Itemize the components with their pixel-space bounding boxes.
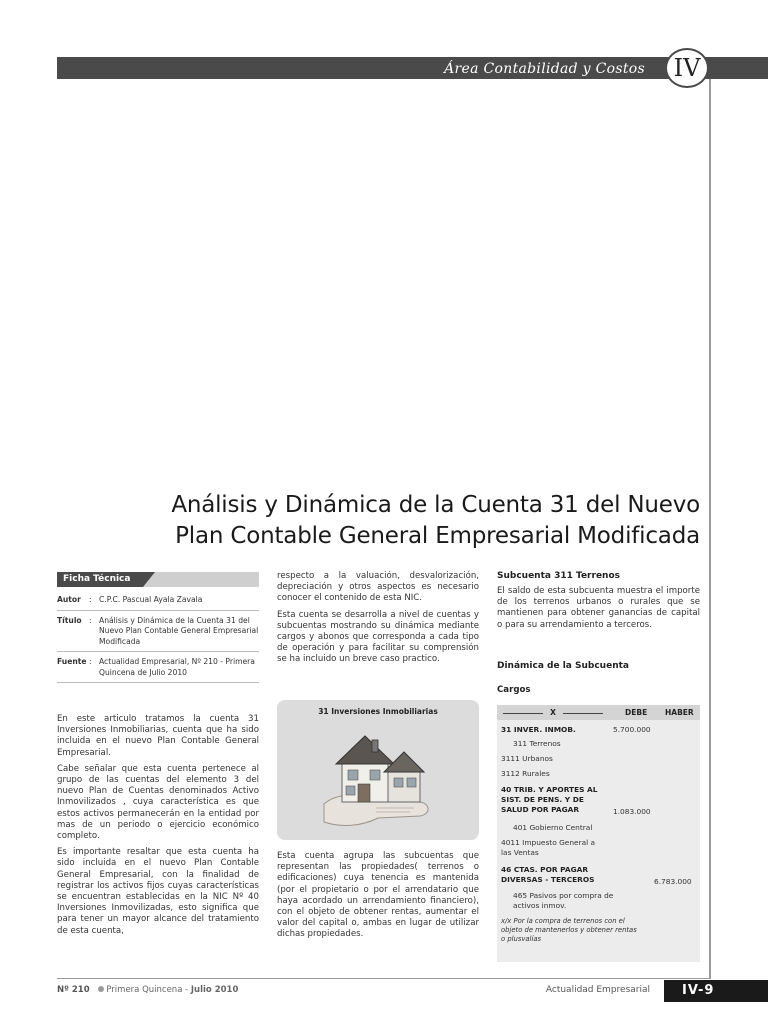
ledger-row: 40 TRIB. Y APORTES AL SIST. DE PENS. Y DE SALUD POR PAGAR	[501, 785, 598, 814]
ficha-heading: Ficha Técnica	[57, 572, 143, 587]
footer-bullet-icon	[98, 986, 104, 992]
ficha-row	[57, 614, 259, 653]
body-column-2-top	[277, 571, 479, 671]
image-caption: 31 Inversiones Inmobiliarias	[318, 707, 438, 716]
body-column-2-bottom	[277, 851, 479, 946]
ledger-row: 401 Gobierno Central	[513, 823, 593, 832]
house-in-hand-icon	[318, 722, 438, 832]
ficha-colon: :	[89, 657, 92, 666]
article-title-line-1: Análisis y Dinámica de la Cuenta 31 del Nuevo	[171, 492, 700, 518]
footer-period-prefix: Primera Quincena -	[106, 985, 191, 995]
dinamica-heading: Dinámica de la Subcuenta	[497, 661, 629, 671]
paragraph: respecto a la valuación, desvalorización, depreciación y otros aspectos es necesario conocer el contenido de esta NIC.	[277, 571, 479, 604]
ficha-value: Actualidad Empresarial, Nº 210 - Primera Quincena de Julio 2010	[99, 657, 255, 677]
ledger-debe-label: DEBE	[625, 708, 648, 717]
paragraph: El saldo de esta subcuenta muestra el importe de los terrenos urbanos o rurales que se mantienen para obtener ganancias de capital o para su arrendamiento a terceros.	[497, 586, 700, 630]
ledger-row: 465 Pasivos por compra de activos inmov.	[513, 891, 614, 910]
footer-issue-info	[57, 985, 238, 995]
ledger-row: 3111 Urbanos	[501, 754, 553, 763]
footer-rule	[57, 978, 710, 979]
ledger-note: x/x Por la compra de terrenos con el objeto de mantenerlos y obtener rentas o plusvalías	[501, 917, 637, 943]
ledger-table	[497, 705, 700, 962]
ledger-haber-amount: 6.783.000	[654, 877, 692, 886]
ficha-value: Análisis y Dinámica de la Cuenta 31 del Nuevo Plan Contable General Empresarial Modificada	[99, 615, 259, 646]
ledger-x-label: X	[503, 708, 603, 717]
ficha-colon: :	[89, 615, 92, 625]
ficha-label: Autor	[57, 595, 81, 604]
ficha-value: C.P.C. Pascual Ayala Zavala	[99, 595, 203, 604]
ficha-row	[57, 655, 259, 683]
article-title	[70, 490, 700, 552]
ledger-row: 46 CTAS. POR PAGAR DIVERSAS - TERCEROS	[501, 865, 595, 884]
footer-issue-number: Nº 210	[57, 985, 90, 995]
ledger-row: 3112 Rurales	[501, 769, 550, 778]
article-title-line-2: Plan Contable General Empresarial Modificada	[175, 523, 700, 549]
ficha-label: Título	[57, 615, 82, 625]
ledger-header	[497, 705, 700, 720]
subcuenta-text	[497, 586, 700, 631]
footer-period-date: Julio 2010	[190, 985, 239, 995]
paragraph: Esta cuenta se desarrolla a nivel de cuentas y subcuentas mostrando su dinámica mediante cargos y abonos que corresponda a cada tipo de operación y para facilitar su comprensión se ha incluido un breve caso practico.	[277, 609, 479, 665]
paragraph: Esta cuenta agrupa las subcuentas que representan las propiedades( terrenos o edificaciones) cuya tenencia es mantenida (por el propietario o por el arrendatario que haya acordado un arrendamiento financiero), con el objeto de obtener rentas, aumentar el valor del capital o, ambas en lugar de utilizar dichas propiedades.	[277, 851, 479, 940]
section-title: Área Contabilidad y Costos	[444, 61, 645, 77]
ledger-row: 311 Terrenos	[513, 739, 561, 748]
paragraph: Es importante resaltar que esta cuenta ha sido incluida en el nuevo Plan Contable General Empresarial, con la finalidad de registrar los activos fijos cuyas características se encuentran establecidas en la NIC Nº 40 Inversiones Inmovilizadas, esto significa que para tener un mayor alcance del tratamiento de esta cuenta,	[57, 847, 259, 936]
paragraph: En este articulo tratamos la cuenta 31 Inversiones Inmobiliarias, cuenta que ha sido incluida en el nuevo Plan Contable General Empresarial.	[57, 714, 259, 758]
ledger-debe-amount: 1.083.000	[613, 807, 651, 816]
ledger-row: 31 INVER. INMOB.	[501, 725, 576, 734]
footer-publication: Actualidad Empresarial	[545, 985, 650, 995]
ficha-table	[57, 593, 259, 686]
ledger-haber-label: HABER	[665, 708, 694, 717]
section-numeral-badge: IV	[665, 48, 709, 88]
ledger-row: 4011 Impuesto General a las Ventas	[501, 838, 596, 857]
ledger-debe-amount: 5.700.000	[613, 725, 651, 734]
right-margin-rule	[709, 79, 711, 979]
ficha-tab-tip	[143, 572, 155, 587]
cargos-heading: Cargos	[497, 685, 531, 695]
ficha-label: Fuente	[57, 657, 87, 666]
subcuenta-heading: Subcuenta 311 Terrenos	[497, 571, 620, 581]
ficha-colon: :	[89, 595, 92, 604]
paragraph: Cabe señalar que esta cuenta pertenece al grupo de las cuentas del elemento 3 del nuevo Plan de Cuentas denominados Activo Inmovilizados , cuya característica es que estos activos permanecerán en la entidad por mas de un periodo o ejercicio económico completo.	[57, 763, 259, 842]
body-column-1	[57, 714, 259, 942]
page-number: IV-9	[664, 980, 768, 1002]
ficha-row	[57, 593, 259, 611]
